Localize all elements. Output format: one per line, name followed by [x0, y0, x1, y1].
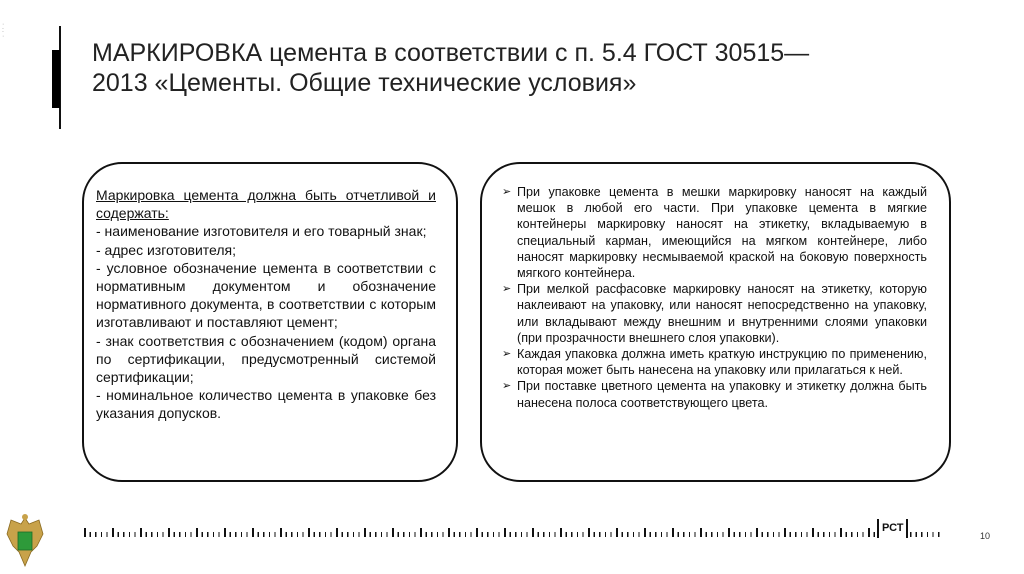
coat-of-arms-emblem: [5, 512, 45, 572]
title-accent-bar: [52, 50, 60, 108]
footer-ruler-end: [910, 532, 940, 537]
list-item: - знак соответствия с обозначением (кодом) органа по сертификации, предусмотренный системой сертификации;: [96, 332, 436, 386]
list-item: - адрес изготовителя;: [96, 241, 236, 258]
title-line-1: МАРКИРОВКА цемента в соответствии с п. 5.4 ГОСТ 30515—: [92, 39, 810, 67]
slide-title: [92, 38, 892, 98]
left-box-heading: Маркировка цемента должна быть отчетливой и содержать:: [96, 187, 436, 222]
arrow-bullet-icon: ➢: [502, 348, 512, 361]
list-item-text: Каждая упаковка должна иметь краткую инструкцию по применению, которая может быть нанесена на упаковку или прилагаться к ней.: [517, 347, 927, 378]
list-item: [502, 281, 927, 346]
list-item: [502, 378, 927, 410]
list-item-text: При мелкой расфасовке маркировку наносят на этикетку, которую наклеивают на упаковку, или наносят непосредственно на упаковку, или вкладывают между внешним и внутренними слоями упаковки (при прозрачности внешнего слоя упаковки).: [517, 282, 927, 345]
list-item: - наименование изготовителя и его товарный знак;: [96, 223, 427, 240]
title-line-2: 2013 «Цементы. Общие технические условия»: [92, 69, 637, 97]
packaging-rules-list: [502, 184, 927, 411]
marking-requirements-box: [82, 162, 458, 482]
list-item: [502, 184, 927, 281]
packaging-rules-box: [480, 162, 951, 482]
list-item: - номинальное количество цемента в упаковке без указания допусков.: [96, 387, 436, 422]
list-item: - условное обозначение цемента в соответствии с нормативным документом и обозначение нормативного документа, в соответствии с которым изготавливают и поставляют цемент;: [96, 259, 436, 331]
footer-ruler: [84, 528, 879, 537]
arrow-bullet-icon: ➢: [502, 380, 512, 393]
list-item: [502, 346, 927, 378]
list-item-text: При упаковке цемента в мешки маркировку наносят на каждый мешок в любой его части. При упаковке цемента в мягкие контейнеры маркировку наносят на этикетку, вкладываемую в специальный карман, имеющийся на мягком контейнере, либо наносят маркировку несмываемой краской на боковую поверхность мягкого контейнера.: [517, 185, 927, 281]
arrow-bullet-icon: ➢: [502, 283, 512, 296]
page-number: 10: [980, 531, 991, 541]
list-item-text: При поставке цветного цемента на упаковку и этикетку должна быть нанесена полоса соответствующего цвета.: [517, 379, 927, 410]
decorative-dots: · : ·: [2, 21, 5, 40]
rst-logo: РСТ: [877, 519, 908, 538]
arrow-bullet-icon: ➢: [502, 186, 512, 198]
